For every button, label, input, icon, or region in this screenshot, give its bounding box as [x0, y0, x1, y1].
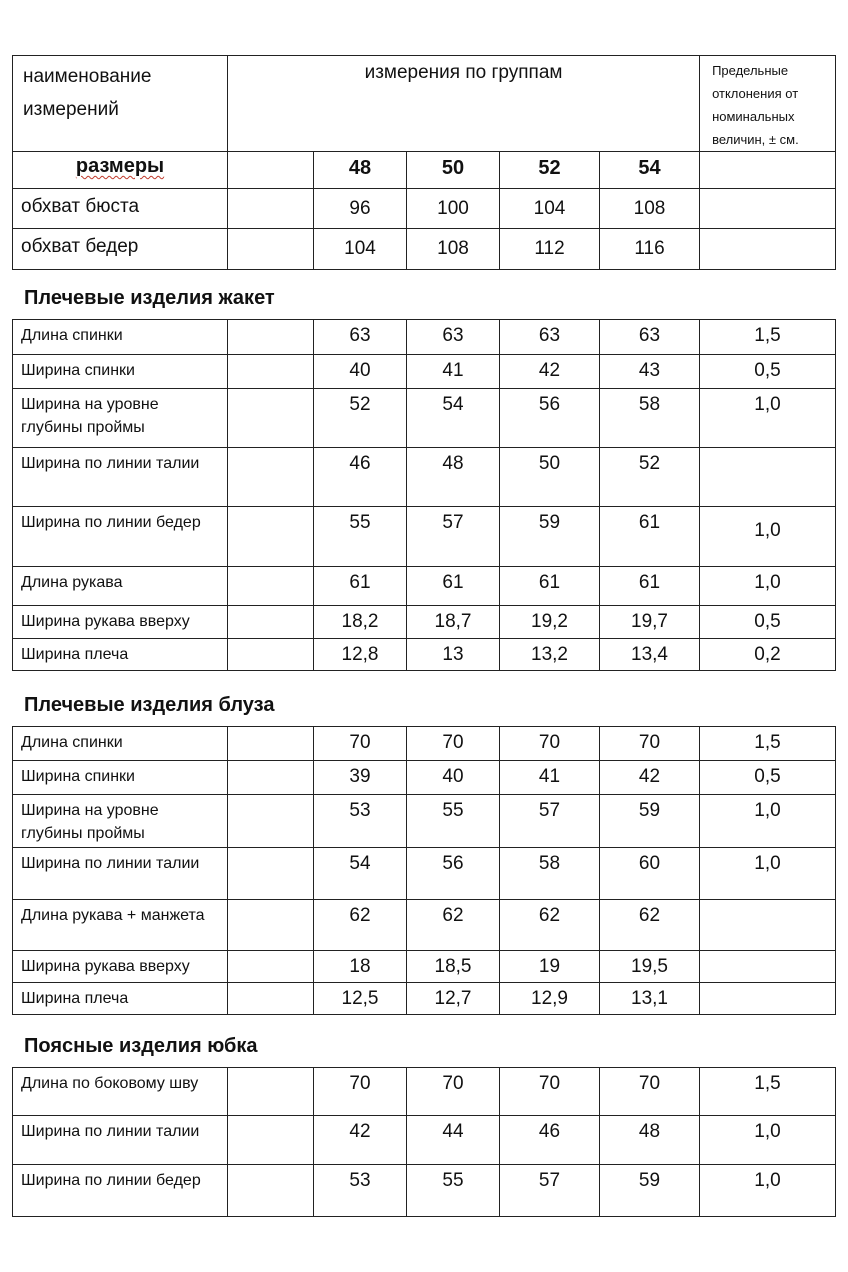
header-row	[13, 56, 836, 152]
table-row	[13, 1068, 836, 1116]
value-cell: 13,2	[500, 639, 600, 671]
table-row	[13, 355, 836, 389]
value-cell: 62	[314, 900, 407, 951]
spacer-cell	[228, 951, 314, 983]
spacer-cell	[228, 1165, 314, 1217]
value-cell: 108	[407, 229, 500, 270]
value-cell: 108	[600, 189, 700, 229]
spacer-cell	[228, 727, 314, 761]
spacer-cell	[228, 1116, 314, 1165]
value-cell: 40	[407, 761, 500, 795]
value-cell: 54	[407, 389, 500, 448]
spacer-cell	[228, 761, 314, 795]
size-cell: 54	[600, 152, 700, 189]
value-cell: 48	[407, 448, 500, 507]
value-cell: 19,7	[600, 606, 700, 639]
table-row	[13, 389, 836, 448]
value-cell: 42	[314, 1116, 407, 1165]
tolerance-cell: 1,0	[700, 1116, 836, 1165]
spacer-cell	[228, 507, 314, 567]
tolerance-cell	[700, 951, 836, 983]
row-name: Ширина по линии талии	[13, 448, 228, 507]
value-cell: 61	[600, 567, 700, 606]
value-cell: 104	[500, 189, 600, 229]
tolerance-header: Предельные отклонения от номинальных величин, ± см.	[700, 56, 836, 152]
value-cell: 53	[314, 795, 407, 848]
table-row	[13, 951, 836, 983]
table-row	[13, 727, 836, 761]
value-cell: 60	[600, 848, 700, 900]
row-name: Длина рукава	[13, 567, 228, 606]
tolerance-cell: 1,0	[700, 795, 836, 848]
value-cell: 46	[314, 448, 407, 507]
value-cell: 112	[500, 229, 600, 270]
spacer-cell	[228, 389, 314, 448]
row-name: Длина по боковому шву	[13, 1068, 228, 1116]
table-row	[13, 848, 836, 900]
section-table-blouse	[12, 726, 836, 1015]
value-cell: 104	[314, 229, 407, 270]
value-cell: 57	[407, 507, 500, 567]
value-cell: 61	[407, 567, 500, 606]
value-cell: 59	[500, 507, 600, 567]
table-row	[13, 567, 836, 606]
table-row	[13, 639, 836, 671]
value-cell: 41	[500, 761, 600, 795]
row-name: Ширина спинки	[13, 761, 228, 795]
value-cell: 70	[600, 727, 700, 761]
value-cell: 70	[600, 1068, 700, 1116]
value-cell: 18,7	[407, 606, 500, 639]
table-row	[13, 320, 836, 355]
spacer-cell	[228, 639, 314, 671]
tolerance-cell: 1,0	[700, 389, 836, 448]
value-cell: 63	[314, 320, 407, 355]
value-cell: 70	[500, 727, 600, 761]
value-cell: 61	[600, 507, 700, 567]
value-cell: 18,5	[407, 951, 500, 983]
row-name: Длина спинки	[13, 727, 228, 761]
value-cell: 18,2	[314, 606, 407, 639]
row-name: Ширина плеча	[13, 639, 228, 671]
spacer-cell	[228, 848, 314, 900]
size-cell: 52	[500, 152, 600, 189]
tolerance-cell	[700, 983, 836, 1015]
sizes-spacer	[228, 152, 314, 189]
value-cell: 19,2	[500, 606, 600, 639]
value-cell: 58	[600, 389, 700, 448]
table-row	[13, 448, 836, 507]
row-name: Ширина по линии талии	[13, 1116, 228, 1165]
value-cell: 39	[314, 761, 407, 795]
spacer-cell	[228, 900, 314, 951]
spacer-cell	[228, 983, 314, 1015]
groups-header: измерения по группам	[228, 56, 700, 152]
value-cell: 100	[407, 189, 500, 229]
row-name: Ширина рукава вверху	[13, 606, 228, 639]
row-name: Длина рукава + манжета	[13, 900, 228, 951]
value-cell: 55	[407, 1165, 500, 1217]
tolerance-cell: 0,5	[700, 761, 836, 795]
value-cell: 13	[407, 639, 500, 671]
table-row	[13, 1116, 836, 1165]
value-cell: 96	[314, 189, 407, 229]
spacer-cell	[228, 606, 314, 639]
value-cell: 59	[600, 1165, 700, 1217]
value-cell: 70	[314, 1068, 407, 1116]
value-cell: 56	[407, 848, 500, 900]
tolerance-cell: 1,0	[700, 507, 836, 567]
size-header-table	[12, 55, 836, 270]
value-cell: 63	[500, 320, 600, 355]
table-row	[13, 761, 836, 795]
value-cell: 70	[407, 727, 500, 761]
row-name: Ширина на уровне глубины проймы	[13, 389, 228, 448]
tolerance-cell: 0,5	[700, 606, 836, 639]
spacer-cell	[228, 795, 314, 848]
value-cell: 12,5	[314, 983, 407, 1015]
value-cell: 13,4	[600, 639, 700, 671]
value-cell: 12,8	[314, 639, 407, 671]
tolerance-cell	[700, 229, 836, 270]
value-cell: 63	[600, 320, 700, 355]
value-cell: 52	[600, 448, 700, 507]
value-cell: 42	[600, 761, 700, 795]
value-cell: 44	[407, 1116, 500, 1165]
spacer-cell	[228, 567, 314, 606]
tolerance-cell: 1,5	[700, 320, 836, 355]
row-name: Длина спинки	[13, 320, 228, 355]
value-cell: 19	[500, 951, 600, 983]
tolerance-cell: 0,5	[700, 355, 836, 389]
value-cell: 40	[314, 355, 407, 389]
value-cell: 50	[500, 448, 600, 507]
section-table-skirt	[12, 1067, 836, 1217]
row-name: обхват бюста	[13, 189, 228, 229]
tolerance-cell	[700, 900, 836, 951]
row-name: Ширина по линии талии	[13, 848, 228, 900]
value-cell: 56	[500, 389, 600, 448]
table-row	[13, 606, 836, 639]
table-row	[13, 229, 836, 270]
value-cell: 55	[314, 507, 407, 567]
section-title: Плечевые изделия блуза	[24, 694, 275, 716]
value-cell: 116	[600, 229, 700, 270]
value-cell: 59	[600, 795, 700, 848]
value-cell: 52	[314, 389, 407, 448]
table-row	[13, 795, 836, 848]
measurement-name-header: наименование измерений	[13, 56, 228, 152]
spacer-cell	[228, 229, 314, 270]
value-cell: 70	[500, 1068, 600, 1116]
spacer-cell	[228, 448, 314, 507]
table-row	[13, 983, 836, 1015]
row-name: Ширина плеча	[13, 983, 228, 1015]
value-cell: 12,7	[407, 983, 500, 1015]
value-cell: 13,1	[600, 983, 700, 1015]
section-title: Плечевые изделия жакет	[24, 287, 275, 309]
tolerance-cell: 1,5	[700, 1068, 836, 1116]
value-cell: 70	[407, 1068, 500, 1116]
value-cell: 58	[500, 848, 600, 900]
row-name: обхват бедер	[13, 229, 228, 270]
value-cell: 54	[314, 848, 407, 900]
section-table-jacket	[12, 319, 836, 671]
value-cell: 42	[500, 355, 600, 389]
value-cell: 61	[500, 567, 600, 606]
value-cell: 70	[314, 727, 407, 761]
tolerance-cell	[700, 448, 836, 507]
table-row	[13, 900, 836, 951]
value-cell: 18	[314, 951, 407, 983]
size-cell: 48	[314, 152, 407, 189]
tolerance-cell	[700, 152, 836, 189]
spacer-cell	[228, 1068, 314, 1116]
row-name: Ширина на уровне глубины проймы	[13, 795, 228, 848]
value-cell: 62	[407, 900, 500, 951]
spacer-cell	[228, 320, 314, 355]
tolerance-cell: 1,0	[700, 848, 836, 900]
spacer-cell	[228, 189, 314, 229]
value-cell: 43	[600, 355, 700, 389]
tolerance-cell	[700, 189, 836, 229]
value-cell: 41	[407, 355, 500, 389]
tolerance-cell: 1,0	[700, 567, 836, 606]
sizes-row	[13, 152, 836, 189]
value-cell: 62	[600, 900, 700, 951]
row-name: Ширина рукава вверху	[13, 951, 228, 983]
value-cell: 63	[407, 320, 500, 355]
table-row	[13, 507, 836, 567]
value-cell: 53	[314, 1165, 407, 1217]
tolerance-cell: 0,2	[700, 639, 836, 671]
value-cell: 57	[500, 1165, 600, 1217]
table-row	[13, 189, 836, 229]
value-cell: 57	[500, 795, 600, 848]
row-name: Ширина по линии бедер	[13, 507, 228, 567]
size-cell: 50	[407, 152, 500, 189]
row-name: Ширина спинки	[13, 355, 228, 389]
value-cell: 46	[500, 1116, 600, 1165]
value-cell: 19,5	[600, 951, 700, 983]
section-title: Поясные изделия юбка	[24, 1035, 258, 1057]
row-name: Ширина по линии бедер	[13, 1165, 228, 1217]
value-cell: 12,9	[500, 983, 600, 1015]
value-cell: 61	[314, 567, 407, 606]
spacer-cell	[228, 355, 314, 389]
tolerance-cell: 1,5	[700, 727, 836, 761]
value-cell: 62	[500, 900, 600, 951]
table-row	[13, 1165, 836, 1217]
sizes-label: размеры	[13, 152, 228, 189]
value-cell: 55	[407, 795, 500, 848]
value-cell: 48	[600, 1116, 700, 1165]
tolerance-cell: 1,0	[700, 1165, 836, 1217]
